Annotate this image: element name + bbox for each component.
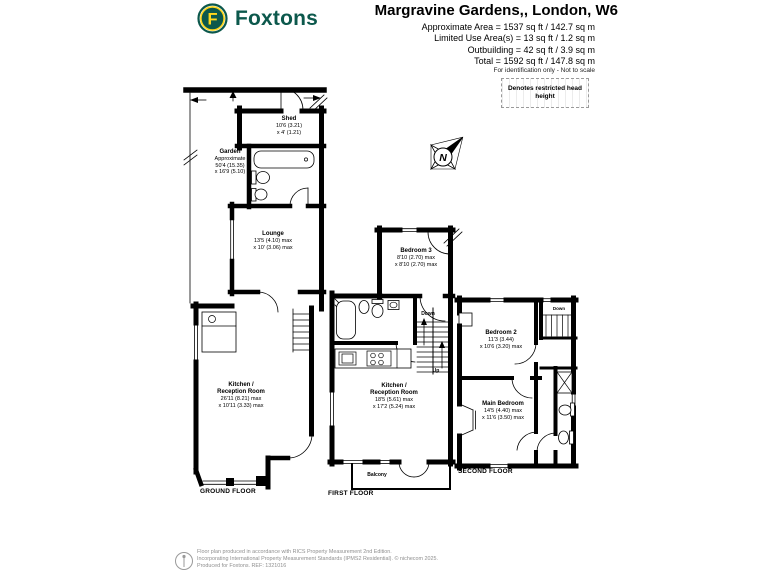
basin-fixture (559, 403, 575, 416)
bath-fixture (254, 151, 314, 168)
room-label-first-kitchen: Kitchen / Reception Room 18'5 (5.61) max x 17'2 (5.24) max (370, 383, 418, 410)
room-label-main-bedroom: Main Bedroom 14'5 (4.40) max x 11'6 (3.50) max (482, 401, 524, 421)
toilet-fixture (252, 171, 270, 184)
ground-stairs (293, 309, 312, 352)
stairs-down-label-first: Down (421, 311, 435, 317)
room-label-shed: Shed 10'6 (3.21) x 4' (1.21) (275, 116, 303, 136)
ground-floor-caption: GROUND FLOOR (200, 488, 256, 495)
compass-north-label: N (439, 151, 447, 164)
area-line: Limited Use Area(s) = 13 sq ft / 1.2 sq m (434, 33, 595, 44)
room-label-bedroom3: Bedroom 3 8'10 (2.70) max x 8'10 (2.70) max (394, 248, 438, 268)
toilet-fixture (559, 431, 574, 444)
first-floor-caption: FIRST FLOOR (328, 490, 374, 497)
area-line: Total = 1592 sq ft / 147.8 sq m (474, 55, 595, 66)
footer-disclaimer: Floor plan produced in accordance with RICS Property Measurement 2nd Edition. Incorporating International Property Measurement Standards (IPMS2 Residential). © nichecom 2025. Produced for Foxtons. REF: 1321016 (197, 549, 438, 570)
toilet-fixture (252, 189, 268, 202)
kitchen-counter (202, 312, 236, 352)
area-line: Outbuilding = 42 sq ft / 3.9 sq m (467, 44, 595, 55)
room-label-lounge: Lounge 13'5 (4.10) max x 10' (3.06) max (253, 231, 293, 251)
brand-name: Foxtons (235, 6, 319, 30)
svg-text:F: F (207, 10, 218, 29)
page-title: Margravine Gardens,, London, W6 (374, 2, 618, 19)
stairs-up-label-first: Up (432, 368, 440, 374)
room-label-bedroom2: Bedroom 2 11'3 (3.44) x 10'6 (3.20) max (479, 330, 523, 350)
second-floor-caption: SECOND FLOOR (458, 468, 513, 475)
room-label-ground-kitchen: Kitchen / Reception Room 26'11 (8.21) max x 10'11 (3.33) max (217, 382, 265, 409)
ground-floor-plan (184, 88, 327, 487)
compass-icon (431, 137, 463, 169)
legend-text: Denotes restricted head height (507, 84, 583, 100)
second-floor-plan (457, 298, 576, 468)
first-floor-stairs (417, 308, 450, 374)
disclaimer: For identification only - Not to scale (493, 67, 595, 74)
shower-fixture (557, 372, 572, 393)
first-floor-kitchen-counter (335, 349, 411, 368)
first-floor-bathroom (335, 299, 399, 339)
nichecom-logo (174, 550, 194, 572)
stairs-down-label-second: Down (552, 306, 566, 311)
area-line: Approximate Area = 1537 sq ft / 142.7 sq m (421, 22, 595, 32)
room-label-garden: Garden Approximate 50'4 (15.35) x 16'9 (5.10) (214, 149, 246, 176)
room-label-balcony: Balcony (367, 472, 387, 478)
